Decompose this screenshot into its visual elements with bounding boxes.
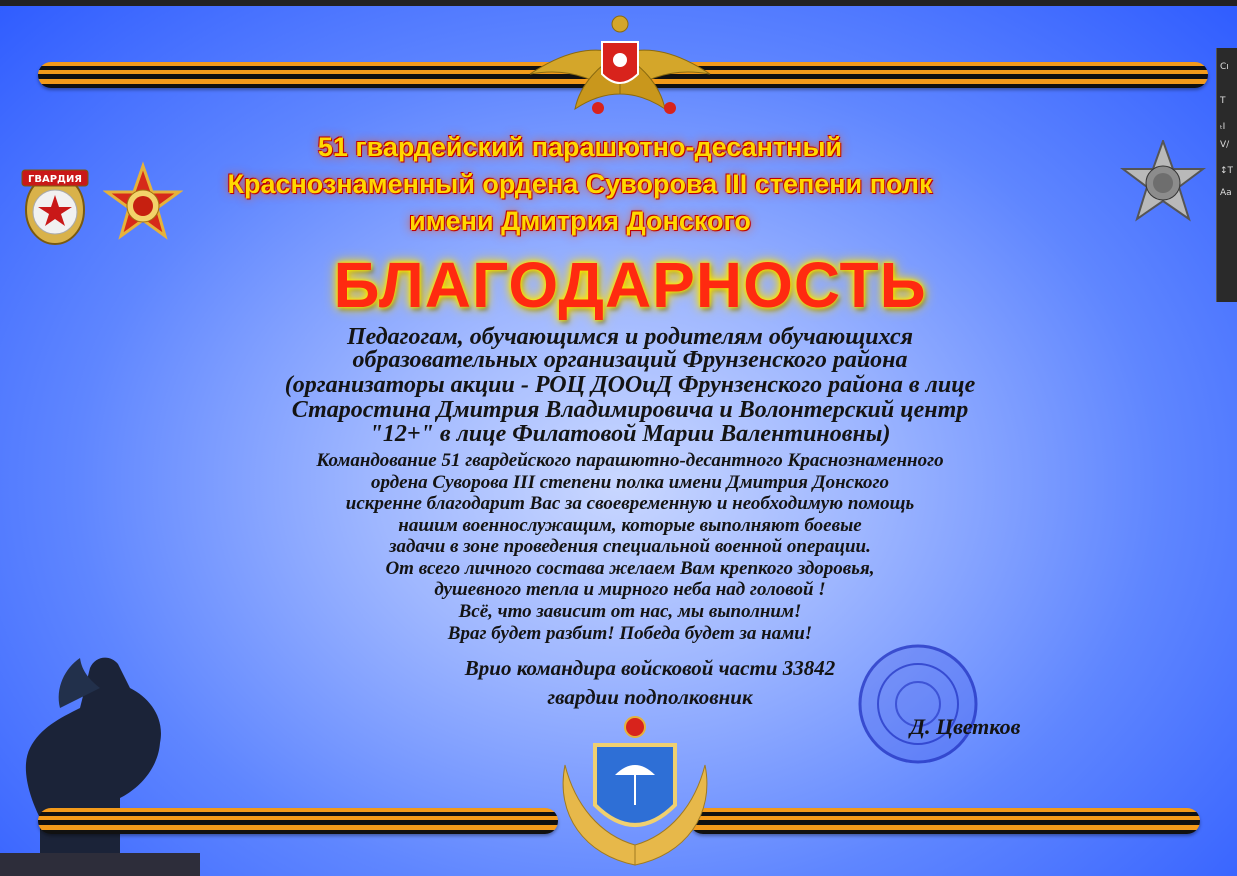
recipients-line-2: образовательных организаций Фрунзенского района — [352, 347, 908, 373]
eagle-emblem-icon — [520, 14, 720, 126]
statue-icon — [0, 648, 200, 876]
st-george-ribbon-bottom-left — [38, 808, 558, 834]
unit-name-line-2: Краснознаменный ордена Суворова III степени полк — [227, 169, 933, 199]
recipients-line-1: Педагогам, обучающимся и родителям обучающихся — [346, 324, 913, 350]
app-side-panel[interactable] — [1216, 48, 1237, 302]
body-line-5: задачи в зоне проведения специальной военной операции. — [389, 536, 871, 557]
panel-glyph-2: Т — [1220, 96, 1226, 106]
airborne-emblem-icon — [545, 705, 725, 876]
recipients-line-4: Старостина Дмитрия Владимировича и Волонтерский центр — [291, 397, 969, 423]
recipients-line-3: (организаторы акции - РОЦ ДООиД Фрунзенского района в лице — [284, 372, 976, 398]
official-stamp-icon — [856, 642, 981, 767]
guard-badge-label: ГВАРДИЯ — [27, 174, 83, 185]
panel-glyph-1: Cı — [1220, 62, 1229, 72]
body-line-8: Всё, что зависит от нас, мы выполним! — [458, 601, 802, 622]
body-line-3: искренне благодарит Вас за своевременную и необходимую помощь — [345, 493, 915, 514]
body-line-4: нашим военнослужащим, которые выполняют боевые — [398, 515, 862, 536]
body-line-9: Враг будет разбит! Победа будет за нами! — [447, 623, 813, 644]
signer-position-line-2: гвардии подполковник — [547, 685, 753, 709]
body-line-1: Командование 51 гвардейского парашютно-десантного Краснознаменного — [316, 450, 944, 471]
panel-glyph-4: V/ — [1220, 140, 1230, 150]
panel-glyph-6: Aa — [1220, 188, 1232, 198]
panel-glyph-3: ₜI — [1220, 122, 1226, 132]
unit-name-line-3: имени Дмитрия Донского — [409, 206, 751, 236]
unit-name-line-1: 51 гвардейский парашютно-десантный — [317, 132, 843, 162]
signer-position-line-1: Врио командира войсковой части 33842 — [464, 656, 836, 680]
signer-name: Д. Цветков — [910, 714, 1021, 739]
body-line-2: ордена Суворова III степени полка имени Дмитрия Донского — [370, 472, 889, 493]
recipients-line-5: "12+" в лице Филатовой Марии Валентиновны) — [369, 421, 891, 447]
body-line-7: душевного тепла и мирного неба над головой ! — [434, 579, 826, 600]
guard-badge-icon — [18, 162, 92, 248]
document-title: БЛАГОДАРНОСТЬ — [333, 249, 927, 321]
panel-glyph-5: ↕T — [1220, 166, 1234, 176]
st-george-ribbon-bottom-right — [690, 808, 1200, 834]
body-line-6: От всего личного состава желаем Вам крепкого здоровья, — [385, 558, 875, 579]
suvorov-order-icon — [1118, 140, 1208, 226]
window-top-bar — [0, 0, 1237, 6]
